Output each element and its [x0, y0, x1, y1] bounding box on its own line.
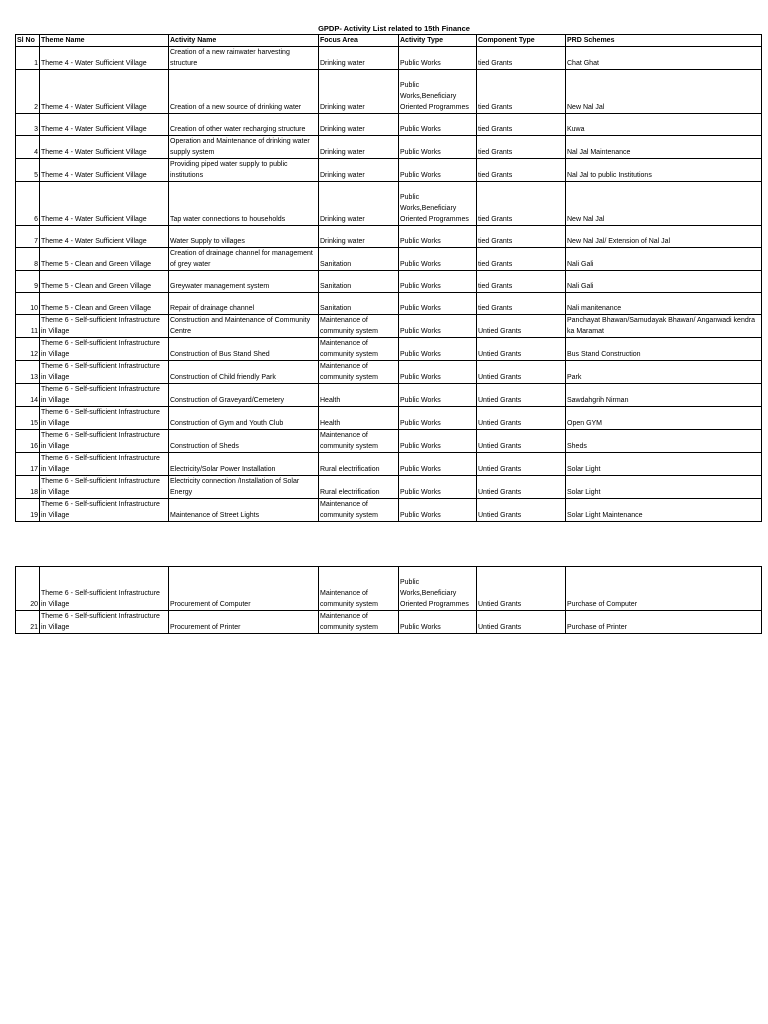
table-row [16, 226, 762, 248]
cell-component-type: Untied Grants [477, 384, 566, 407]
cell-activity-type: Public Works [399, 114, 477, 136]
cell-sl-no: 1 [16, 47, 40, 70]
table-row [16, 499, 762, 522]
cell-component-type: tied Grants [477, 226, 566, 248]
cell-prd-scheme: New Nal Jal/ Extension of Nal Jal [566, 226, 762, 248]
cell-activity-type: Public Works [399, 226, 477, 248]
table-row [16, 430, 762, 453]
cell-prd-scheme: Purchase of Computer [566, 567, 762, 611]
table-row [16, 248, 762, 271]
cell-sl-no: 14 [16, 384, 40, 407]
cell-sl-no: 19 [16, 499, 40, 522]
table-row [16, 70, 762, 114]
cell-prd-scheme: Sheds [566, 430, 762, 453]
cell-focus-area: Maintenance of community system [319, 361, 399, 384]
cell-theme-name: Theme 6 - Self-sufficient Infrastructure in Village [40, 476, 169, 499]
cell-prd-scheme: Open GYM [566, 407, 762, 430]
cell-theme-name: Theme 5 - Clean and Green Village [40, 271, 169, 293]
cell-component-type: tied Grants [477, 182, 566, 226]
cell-theme-name: Theme 5 - Clean and Green Village [40, 248, 169, 271]
table-row [16, 338, 762, 361]
cell-activity-type: Public Works [399, 293, 477, 315]
cell-activity-name: Construction and Maintenance of Community Centre [169, 315, 319, 338]
cell-sl-no: 11 [16, 315, 40, 338]
cell-prd-scheme: Solar Light Maintenance [566, 499, 762, 522]
cell-prd-scheme: Bus Stand Construction [566, 338, 762, 361]
cell-focus-area: Drinking water [319, 114, 399, 136]
cell-theme-name: Theme 4 - Water Sufficient Village [40, 47, 169, 70]
cell-activity-name: Construction of Bus Stand Shed [169, 338, 319, 361]
cell-focus-area: Drinking water [319, 182, 399, 226]
cell-activity-name: Creation of a new rainwater harvesting structure [169, 47, 319, 70]
cell-activity-name: Creation of drainage channel for management of grey water [169, 248, 319, 271]
cell-activity-type: Public Works [399, 47, 477, 70]
cell-component-type: tied Grants [477, 248, 566, 271]
cell-component-type: Untied Grants [477, 611, 566, 634]
table-row [16, 611, 762, 634]
cell-component-type: tied Grants [477, 47, 566, 70]
cell-activity-name: Creation of other water recharging structure [169, 114, 319, 136]
cell-prd-scheme: Nal Jal to public Institutions [566, 159, 762, 182]
cell-prd-scheme: Chat Ghat [566, 47, 762, 70]
table-row [16, 136, 762, 159]
cell-theme-name: Theme 4 - Water Sufficient Village [40, 70, 169, 114]
table-row [16, 271, 762, 293]
table-header-row [16, 35, 762, 47]
cell-sl-no: 4 [16, 136, 40, 159]
cell-component-type: Untied Grants [477, 407, 566, 430]
column-header-activity-name: Activity Name [169, 35, 319, 47]
cell-prd-scheme: Park [566, 361, 762, 384]
cell-prd-scheme: Solar Light [566, 476, 762, 499]
cell-focus-area: Maintenance of community system [319, 315, 399, 338]
cell-sl-no: 5 [16, 159, 40, 182]
cell-focus-area: Maintenance of community system [319, 499, 399, 522]
cell-prd-scheme: Kuwa [566, 114, 762, 136]
column-header-sl-no: Sl No [16, 35, 40, 47]
cell-prd-scheme: Nal Jal Maintenance [566, 136, 762, 159]
cell-focus-area: Rural electrification [319, 453, 399, 476]
cell-focus-area: Drinking water [319, 47, 399, 70]
cell-sl-no: 16 [16, 430, 40, 453]
column-header-theme-name: Theme Name [40, 35, 169, 47]
cell-sl-no: 20 [16, 567, 40, 611]
cell-theme-name: Theme 6 - Self-sufficient Infrastructure in Village [40, 315, 169, 338]
cell-activity-name: Electricity connection /Installation of Solar Energy [169, 476, 319, 499]
cell-theme-name: Theme 6 - Self-sufficient Infrastructure in Village [40, 611, 169, 634]
cell-focus-area: Maintenance of community system [319, 567, 399, 611]
cell-activity-name: Operation and Maintenance of drinking water supply system [169, 136, 319, 159]
cell-sl-no: 9 [16, 271, 40, 293]
cell-activity-type: Public Works [399, 315, 477, 338]
cell-theme-name: Theme 6 - Self-sufficient Infrastructure in Village [40, 567, 169, 611]
cell-theme-name: Theme 6 - Self-sufficient Infrastructure in Village [40, 361, 169, 384]
cell-activity-type: Public Works [399, 384, 477, 407]
cell-activity-type: Public Works [399, 248, 477, 271]
cell-component-type: tied Grants [477, 159, 566, 182]
cell-activity-name: Electricity/Solar Power Installation [169, 453, 319, 476]
cell-activity-name: Construction of Child friendly Park [169, 361, 319, 384]
table-row [16, 476, 762, 499]
cell-prd-scheme: Nali manitenance [566, 293, 762, 315]
table-row [16, 453, 762, 476]
cell-activity-type: Public Works,Beneficiary Oriented Programmes [399, 567, 477, 611]
cell-theme-name: Theme 6 - Self-sufficient Infrastructure in Village [40, 407, 169, 430]
cell-prd-scheme: Nali Gali [566, 248, 762, 271]
cell-activity-type: Public Works [399, 407, 477, 430]
cell-prd-scheme: Sawdahgrih Nirman [566, 384, 762, 407]
table-row [16, 159, 762, 182]
cell-focus-area: Maintenance of community system [319, 338, 399, 361]
table-row [16, 567, 762, 611]
cell-activity-type: Public Works [399, 136, 477, 159]
cell-component-type: Untied Grants [477, 315, 566, 338]
cell-component-type: tied Grants [477, 136, 566, 159]
table-row [16, 114, 762, 136]
table-row [16, 384, 762, 407]
cell-component-type: tied Grants [477, 271, 566, 293]
cell-theme-name: Theme 6 - Self-sufficient Infrastructure in Village [40, 384, 169, 407]
cell-focus-area: Maintenance of community system [319, 611, 399, 634]
cell-sl-no: 21 [16, 611, 40, 634]
cell-activity-name: Procurement of Printer [169, 611, 319, 634]
cell-sl-no: 3 [16, 114, 40, 136]
cell-focus-area: Health [319, 407, 399, 430]
cell-prd-scheme: Solar Light [566, 453, 762, 476]
cell-activity-type: Public Works,Beneficiary Oriented Programmes [399, 70, 477, 114]
cell-sl-no: 17 [16, 453, 40, 476]
cell-focus-area: Sanitation [319, 293, 399, 315]
cell-activity-type: Public Works,Beneficiary Oriented Programmes [399, 182, 477, 226]
cell-prd-scheme: Nali Gali [566, 271, 762, 293]
cell-focus-area: Drinking water [319, 136, 399, 159]
cell-activity-name: Maintenance of Street Lights [169, 499, 319, 522]
table-row [16, 407, 762, 430]
cell-activity-name: Creation of a new source of drinking water [169, 70, 319, 114]
cell-sl-no: 13 [16, 361, 40, 384]
cell-prd-scheme: New Nal Jal [566, 70, 762, 114]
cell-prd-scheme: Panchayat Bhawan/Samudayak Bhawan/ Anganwadi kendra ka Maramat [566, 315, 762, 338]
cell-component-type: Untied Grants [477, 499, 566, 522]
cell-focus-area: Sanitation [319, 271, 399, 293]
cell-theme-name: Theme 4 - Water Sufficient Village [40, 136, 169, 159]
cell-theme-name: Theme 4 - Water Sufficient Village [40, 114, 169, 136]
table-row [16, 361, 762, 384]
column-header-component-type: Component Type [477, 35, 566, 47]
activity-table-continued [15, 566, 762, 634]
cell-component-type: Untied Grants [477, 430, 566, 453]
cell-sl-no: 12 [16, 338, 40, 361]
cell-activity-name: Procurement of Computer [169, 567, 319, 611]
cell-component-type: tied Grants [477, 114, 566, 136]
cell-theme-name: Theme 5 - Clean and Green Village [40, 293, 169, 315]
cell-activity-type: Public Works [399, 453, 477, 476]
cell-activity-name: Tap water connections to households [169, 182, 319, 226]
table-row [16, 47, 762, 70]
cell-component-type: Untied Grants [477, 567, 566, 611]
table-row [16, 293, 762, 315]
table-row [16, 182, 762, 226]
cell-prd-scheme: Purchase of Printer [566, 611, 762, 634]
cell-activity-type: Public Works [399, 476, 477, 499]
cell-focus-area: Drinking water [319, 226, 399, 248]
cell-activity-type: Public Works [399, 611, 477, 634]
cell-sl-no: 15 [16, 407, 40, 430]
cell-activity-name: Construction of Sheds [169, 430, 319, 453]
cell-activity-type: Public Works [399, 430, 477, 453]
cell-activity-type: Public Works [399, 271, 477, 293]
cell-sl-no: 10 [16, 293, 40, 315]
cell-theme-name: Theme 6 - Self-sufficient Infrastructure in Village [40, 430, 169, 453]
cell-component-type: tied Grants [477, 293, 566, 315]
activity-table [15, 34, 762, 522]
table-row [16, 315, 762, 338]
cell-theme-name: Theme 6 - Self-sufficient Infrastructure in Village [40, 453, 169, 476]
cell-focus-area: Maintenance of community system [319, 430, 399, 453]
cell-activity-name: Repair of drainage channel [169, 293, 319, 315]
cell-theme-name: Theme 4 - Water Sufficient Village [40, 226, 169, 248]
cell-theme-name: Theme 6 - Self-sufficient Infrastructure in Village [40, 499, 169, 522]
cell-prd-scheme: New Nal Jal [566, 182, 762, 226]
cell-theme-name: Theme 4 - Water Sufficient Village [40, 182, 169, 226]
cell-activity-name: Construction of Gym and Youth Club [169, 407, 319, 430]
column-header-focus-area: Focus Area [319, 35, 399, 47]
cell-theme-name: Theme 6 - Self-sufficient Infrastructure in Village [40, 338, 169, 361]
cell-activity-name: Construction of Graveyard/Cemetery [169, 384, 319, 407]
cell-sl-no: 18 [16, 476, 40, 499]
cell-activity-type: Public Works [399, 159, 477, 182]
cell-focus-area: Drinking water [319, 70, 399, 114]
cell-activity-type: Public Works [399, 361, 477, 384]
cell-activity-name: Greywater management system [169, 271, 319, 293]
cell-component-type: tied Grants [477, 70, 566, 114]
cell-activity-name: Water Supply to villages [169, 226, 319, 248]
cell-focus-area: Rural electrification [319, 476, 399, 499]
column-header-prd-schemes: PRD Schemes [566, 35, 762, 47]
cell-sl-no: 8 [16, 248, 40, 271]
cell-component-type: Untied Grants [477, 453, 566, 476]
page-title: GPDP- Activity List related to 15th Finance [318, 24, 470, 33]
column-header-activity-type: Activity Type [399, 35, 477, 47]
cell-focus-area: Drinking water [319, 159, 399, 182]
cell-focus-area: Sanitation [319, 248, 399, 271]
cell-theme-name: Theme 4 - Water Sufficient Village [40, 159, 169, 182]
cell-activity-name: Providing piped water supply to public institutions [169, 159, 319, 182]
cell-component-type: Untied Grants [477, 338, 566, 361]
cell-activity-type: Public Works [399, 338, 477, 361]
cell-sl-no: 7 [16, 226, 40, 248]
cell-sl-no: 2 [16, 70, 40, 114]
cell-component-type: Untied Grants [477, 476, 566, 499]
cell-component-type: Untied Grants [477, 361, 566, 384]
cell-activity-type: Public Works [399, 499, 477, 522]
cell-sl-no: 6 [16, 182, 40, 226]
cell-focus-area: Health [319, 384, 399, 407]
